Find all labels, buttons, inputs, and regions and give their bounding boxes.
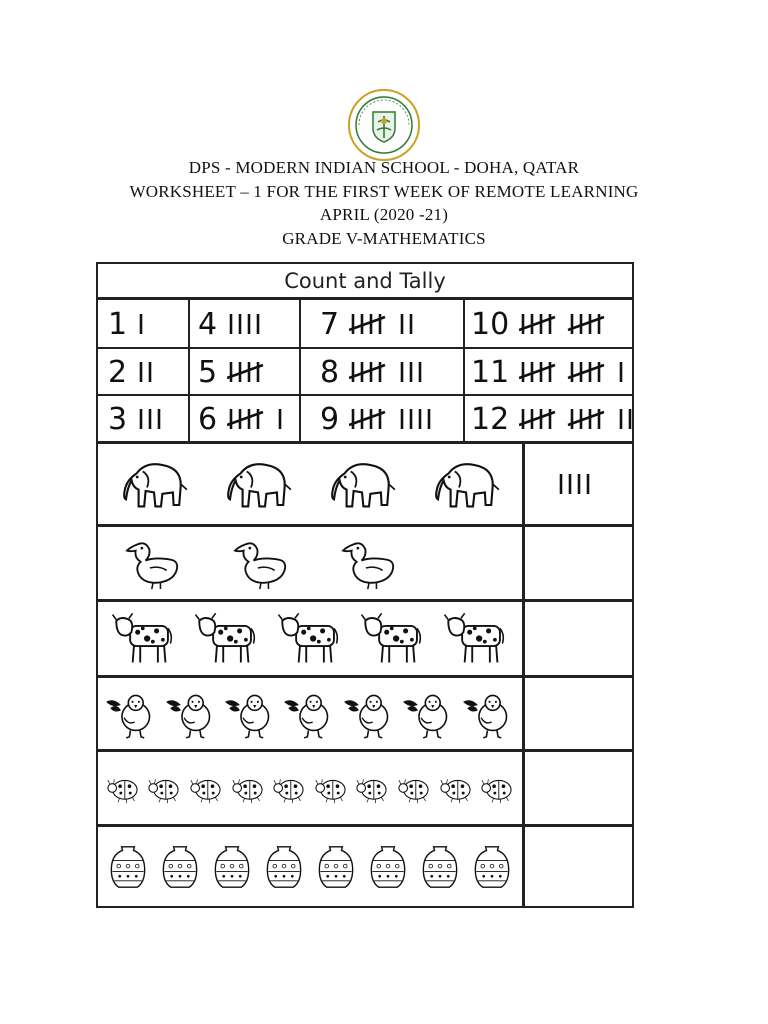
tally-number: 1 — [108, 306, 128, 342]
cow-picture — [438, 607, 514, 670]
tally-marks — [137, 359, 161, 385]
tally-number: 8 — [320, 354, 340, 390]
cow-icon — [189, 607, 265, 670]
ladybug-picture — [396, 757, 432, 819]
school-logo — [347, 88, 421, 162]
elephant-picture — [106, 449, 202, 519]
answer-cell[interactable] — [526, 827, 630, 907]
tally-number: 11 — [471, 354, 510, 390]
tally-key-cell — [471, 397, 641, 441]
ladybug-picture — [146, 757, 182, 819]
divider — [463, 297, 465, 441]
ladybug-icon — [146, 757, 182, 819]
answer-cell[interactable] — [526, 527, 630, 599]
tally-symbol — [227, 311, 269, 337]
tally-symbol — [519, 406, 641, 432]
elephant-icon — [106, 449, 202, 519]
divider — [98, 394, 632, 396]
picture-row-bird — [102, 678, 518, 749]
duck-icon — [326, 532, 412, 594]
bird-icon — [343, 683, 396, 744]
ladybug-icon — [313, 757, 349, 819]
bird-icon — [283, 683, 336, 744]
school-crest-icon — [347, 88, 421, 162]
tally-symbol — [349, 406, 440, 432]
vase-icon — [313, 832, 359, 902]
tally-marks — [227, 406, 291, 432]
vase-icon — [417, 832, 463, 902]
divider — [522, 441, 525, 907]
bird-picture — [402, 683, 455, 744]
vase-picture — [209, 832, 255, 902]
ladybug-picture — [438, 757, 474, 819]
tally-marks — [519, 311, 623, 337]
vase-picture — [157, 832, 203, 902]
elephant-picture — [210, 449, 306, 519]
vase-picture — [469, 832, 515, 902]
tally-number: 6 — [198, 401, 218, 437]
picture-row-ladybug — [102, 752, 518, 824]
ladybug-picture — [479, 757, 515, 819]
vase-picture — [417, 832, 463, 902]
tally-number: 7 — [320, 306, 340, 342]
bird-icon — [105, 683, 158, 744]
vase-icon — [209, 832, 255, 902]
elephant-icon — [210, 449, 306, 519]
session-label: APRIL (2020 -21) — [319, 205, 449, 224]
tally-marks — [349, 406, 440, 432]
vase-icon — [157, 832, 203, 902]
tally-marks — [137, 311, 152, 337]
tally-number: 2 — [108, 354, 128, 390]
tally-number: 4 — [198, 306, 218, 342]
ladybug-icon — [230, 757, 266, 819]
tally-key-cell — [198, 350, 282, 394]
tally-marks — [349, 359, 431, 385]
tally-key-cell — [471, 302, 623, 346]
ladybug-icon — [479, 757, 515, 819]
divider — [98, 347, 632, 349]
worksheet-table — [96, 262, 634, 908]
tally-marks — [557, 471, 599, 497]
bird-picture — [283, 683, 336, 744]
tally-key-cell — [320, 302, 422, 346]
tally-symbol — [137, 406, 170, 432]
picture-row-vase — [102, 827, 518, 907]
duck-icon — [218, 532, 304, 594]
tally-number: 5 — [198, 354, 218, 390]
ladybug-picture — [354, 757, 390, 819]
vase-icon — [261, 832, 307, 902]
vase-icon — [469, 832, 515, 902]
vase-picture — [261, 832, 307, 902]
duck-icon — [110, 532, 196, 594]
picture-row-duck — [102, 527, 526, 599]
tally-marks — [519, 359, 632, 385]
tally-symbol — [349, 359, 431, 385]
bird-picture — [224, 683, 277, 744]
ladybug-icon — [354, 757, 390, 819]
ladybug-picture — [313, 757, 349, 819]
vase-picture — [313, 832, 359, 902]
ladybug-icon — [396, 757, 432, 819]
duck-picture — [218, 532, 304, 594]
tally-marks — [519, 406, 641, 432]
elephant-icon — [314, 449, 410, 519]
tally-marks — [349, 311, 422, 337]
vase-picture — [365, 832, 411, 902]
tally-number: 9 — [320, 401, 340, 437]
tally-key-cell — [471, 350, 632, 394]
divider — [188, 297, 190, 441]
ladybug-icon — [188, 757, 224, 819]
ladybug-icon — [438, 757, 474, 819]
cow-icon — [272, 607, 348, 670]
bird-picture — [462, 683, 515, 744]
cow-icon — [355, 607, 431, 670]
ladybug-icon — [105, 757, 141, 819]
tally-symbol — [227, 359, 282, 385]
tally-symbol — [227, 406, 291, 432]
tally-symbol — [137, 359, 161, 385]
tally-key-cell — [320, 350, 431, 394]
tally-key-cell — [108, 350, 161, 394]
cow-picture — [189, 607, 265, 670]
divider — [98, 297, 632, 300]
tally-number: 3 — [108, 401, 128, 437]
tally-number: 12 — [471, 401, 510, 437]
elephant-picture — [314, 449, 410, 519]
divider — [299, 297, 301, 441]
elephant-picture — [418, 449, 514, 519]
ladybug-picture — [105, 757, 141, 819]
cow-picture — [355, 607, 431, 670]
subject-label: GRADE V-MATHEMATICS — [282, 229, 486, 248]
tally-marks — [227, 311, 269, 337]
tally-marks — [227, 359, 282, 385]
tally-symbol — [519, 359, 632, 385]
bird-picture — [105, 683, 158, 744]
ladybug-icon — [271, 757, 307, 819]
cow-icon — [438, 607, 514, 670]
tally-key-cell — [320, 397, 440, 441]
vase-icon — [365, 832, 411, 902]
cow-picture — [272, 607, 348, 670]
answer-cell[interactable] — [526, 602, 630, 675]
answer-cell[interactable] — [526, 752, 630, 824]
duck-picture — [110, 532, 196, 594]
vase-picture — [105, 832, 151, 902]
elephant-icon — [418, 449, 514, 519]
cow-icon — [106, 607, 182, 670]
answer-cell[interactable] — [526, 678, 630, 749]
school-name: DPS - MODERN INDIAN SCHOOL - DOHA, QATAR — [188, 158, 580, 177]
tally-key-cell — [108, 397, 170, 441]
tally-symbol — [519, 311, 623, 337]
bird-picture — [343, 683, 396, 744]
picture-row-cow — [102, 602, 518, 675]
bird-icon — [402, 683, 455, 744]
cow-picture — [106, 607, 182, 670]
ladybug-picture — [188, 757, 224, 819]
duck-picture — [326, 532, 412, 594]
ladybug-picture — [230, 757, 266, 819]
bird-picture — [165, 683, 218, 744]
tally-key-cell — [108, 302, 152, 346]
bird-icon — [224, 683, 277, 744]
picture-row-elephant — [102, 444, 518, 524]
tally-symbol — [137, 311, 152, 337]
worksheet-title: WORKSHEET – 1 FOR THE FIRST WEEK OF REMOTE LEARNING — [129, 182, 639, 201]
answer-cell[interactable] — [526, 444, 630, 524]
ladybug-picture — [271, 757, 307, 819]
vase-icon — [105, 832, 151, 902]
tally-number: 10 — [471, 306, 510, 342]
tally-key-cell — [198, 397, 291, 441]
tally-symbol — [349, 311, 422, 337]
tally-marks — [137, 406, 170, 432]
bird-icon — [462, 683, 515, 744]
bird-icon — [165, 683, 218, 744]
tally-key-cell — [198, 302, 269, 346]
worksheet-heading: Count and Tally — [284, 269, 446, 293]
